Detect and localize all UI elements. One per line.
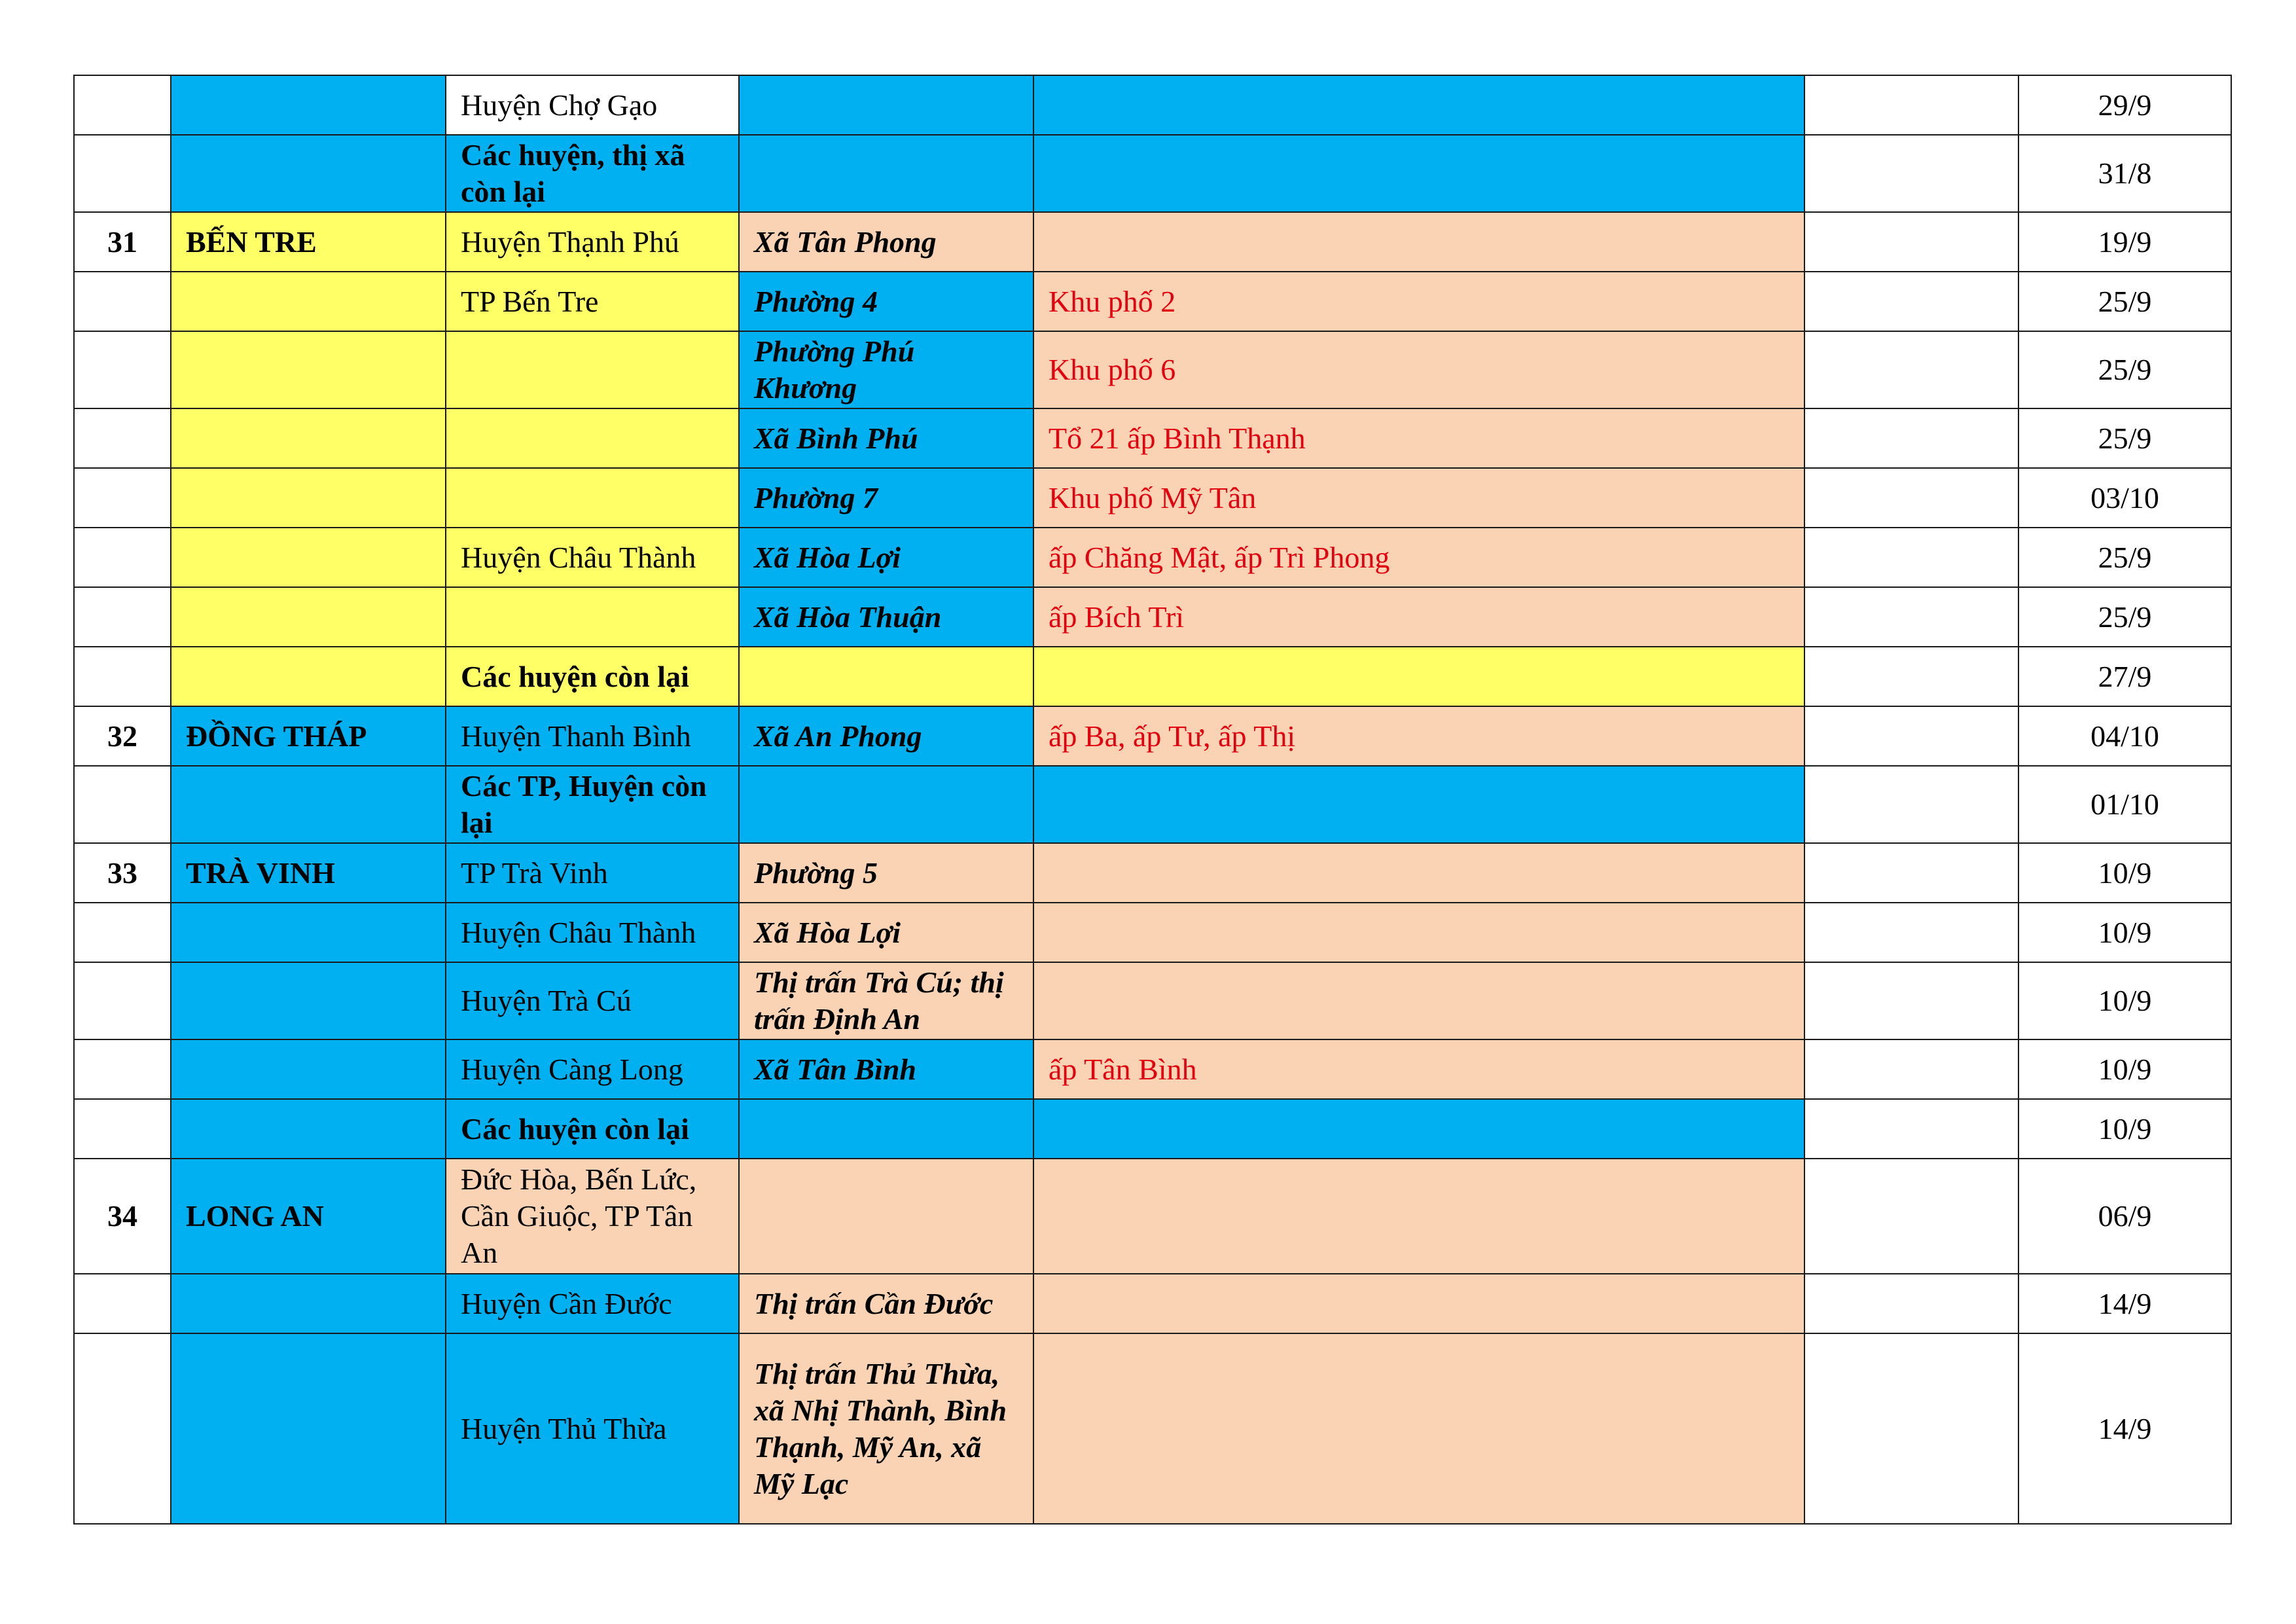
province-cell	[171, 528, 446, 587]
row-number	[74, 272, 171, 331]
row-number	[74, 1274, 171, 1333]
date-cell: 14/9	[2018, 1333, 2231, 1524]
note-cell	[1804, 1159, 2018, 1274]
detail-cell	[1033, 1099, 1804, 1159]
row-number	[74, 528, 171, 587]
district-cell: Huyện Càng Long	[446, 1039, 739, 1099]
date-cell: 10/9	[2018, 1039, 2231, 1099]
note-cell	[1804, 962, 2018, 1039]
district-cell	[446, 587, 739, 647]
ward-cell	[739, 1159, 1033, 1274]
date-cell: 25/9	[2018, 331, 2231, 408]
row-number	[74, 135, 171, 212]
district-cell: Huyện Thạnh Phú	[446, 212, 739, 272]
province-cell	[171, 647, 446, 706]
district-cell: Huyện Cần Đước	[446, 1274, 739, 1333]
district-cell: Các huyện còn lại	[446, 1099, 739, 1159]
note-cell	[1804, 528, 2018, 587]
date-cell: 06/9	[2018, 1159, 2231, 1274]
detail-cell: Khu phố 6	[1033, 331, 1804, 408]
detail-cell: ấp Tân Bình	[1033, 1039, 1804, 1099]
date-cell: 25/9	[2018, 408, 2231, 468]
ward-cell: Xã Hòa Lợi	[739, 528, 1033, 587]
province-cell: LONG AN	[171, 1159, 446, 1274]
note-cell	[1804, 766, 2018, 843]
row-number: 31	[74, 212, 171, 272]
ward-cell: Xã Tân Phong	[739, 212, 1033, 272]
row-number	[74, 647, 171, 706]
detail-cell: ấp Ba, ấp Tư, ấp Thị	[1033, 706, 1804, 766]
province-cell	[171, 766, 446, 843]
date-cell: 25/9	[2018, 272, 2231, 331]
note-cell	[1804, 1099, 2018, 1159]
province-cell	[171, 272, 446, 331]
table-row	[74, 212, 2231, 272]
table-row	[74, 1333, 2231, 1524]
detail-cell: Khu phố Mỹ Tân	[1033, 468, 1804, 528]
note-cell	[1804, 468, 2018, 528]
ward-cell: Thị trấn Thủ Thừa, xã Nhị Thành, Bình Thạnh, Mỹ An, xã Mỹ Lạc	[739, 1333, 1033, 1524]
table-row	[74, 528, 2231, 587]
note-cell	[1804, 903, 2018, 962]
detail-cell	[1033, 766, 1804, 843]
row-number	[74, 331, 171, 408]
province-cell	[171, 135, 446, 212]
ward-cell: Thị trấn Trà Cú; thị trấn Định An	[739, 962, 1033, 1039]
detail-cell	[1033, 1159, 1804, 1274]
district-cell: Huyện Thanh Bình	[446, 706, 739, 766]
province-cell	[171, 1099, 446, 1159]
province-cell	[171, 1039, 446, 1099]
detail-cell	[1033, 212, 1804, 272]
table-row	[74, 962, 2231, 1039]
table-body	[74, 75, 2231, 1524]
date-cell: 27/9	[2018, 647, 2231, 706]
note-cell	[1804, 135, 2018, 212]
ward-cell: Phường 7	[739, 468, 1033, 528]
row-number	[74, 1099, 171, 1159]
district-cell: Huyện Trà Cú	[446, 962, 739, 1039]
date-cell: 25/9	[2018, 587, 2231, 647]
note-cell	[1804, 587, 2018, 647]
district-cell: Đức Hòa, Bến Lức, Cần Giuộc, TP Tân An	[446, 1159, 739, 1274]
ward-cell: Phường 4	[739, 272, 1033, 331]
note-cell	[1804, 331, 2018, 408]
table-row	[74, 1274, 2231, 1333]
district-cell: TP Trà Vinh	[446, 843, 739, 903]
ward-cell	[739, 766, 1033, 843]
province-cell	[171, 962, 446, 1039]
ward-cell	[739, 1099, 1033, 1159]
district-cell: Huyện Chợ Gạo	[446, 75, 739, 135]
province-cell: TRÀ VINH	[171, 843, 446, 903]
table-row	[74, 468, 2231, 528]
detail-cell	[1033, 1333, 1804, 1524]
detail-cell: ấp Bích Trì	[1033, 587, 1804, 647]
note-cell	[1804, 212, 2018, 272]
row-number	[74, 903, 171, 962]
row-number	[74, 962, 171, 1039]
district-cell: Huyện Châu Thành	[446, 528, 739, 587]
detail-cell	[1033, 75, 1804, 135]
detail-cell: ấp Chăng Mật, ấp Trì Phong	[1033, 528, 1804, 587]
province-cell	[171, 903, 446, 962]
ward-cell: Phường Phú Khương	[739, 331, 1033, 408]
ward-cell: Phường 5	[739, 843, 1033, 903]
district-cell	[446, 331, 739, 408]
date-cell: 31/8	[2018, 135, 2231, 212]
date-cell: 04/10	[2018, 706, 2231, 766]
table-row	[74, 766, 2231, 843]
note-cell	[1804, 1274, 2018, 1333]
table-row	[74, 75, 2231, 135]
note-cell	[1804, 647, 2018, 706]
outbreak-area-table	[73, 75, 2232, 1525]
date-cell: 14/9	[2018, 1274, 2231, 1333]
row-number	[74, 468, 171, 528]
row-number	[74, 587, 171, 647]
province-cell	[171, 1274, 446, 1333]
detail-cell	[1033, 843, 1804, 903]
note-cell	[1804, 272, 2018, 331]
province-cell	[171, 331, 446, 408]
row-number	[74, 1039, 171, 1099]
detail-cell: Khu phố 2	[1033, 272, 1804, 331]
ward-cell: Xã Hòa Lợi	[739, 903, 1033, 962]
table-row	[74, 843, 2231, 903]
detail-cell	[1033, 1274, 1804, 1333]
date-cell: 10/9	[2018, 843, 2231, 903]
detail-cell	[1033, 962, 1804, 1039]
district-cell: TP Bến Tre	[446, 272, 739, 331]
note-cell	[1804, 1039, 2018, 1099]
date-cell: 19/9	[2018, 212, 2231, 272]
date-cell: 01/10	[2018, 766, 2231, 843]
note-cell	[1804, 408, 2018, 468]
province-cell	[171, 468, 446, 528]
province-cell: BẾN TRE	[171, 212, 446, 272]
detail-cell	[1033, 647, 1804, 706]
district-cell: Huyện Châu Thành	[446, 903, 739, 962]
row-number: 33	[74, 843, 171, 903]
note-cell	[1804, 1333, 2018, 1524]
table-row	[74, 135, 2231, 212]
date-cell: 03/10	[2018, 468, 2231, 528]
table-row	[74, 903, 2231, 962]
date-cell: 10/9	[2018, 1099, 2231, 1159]
district-cell: Các huyện còn lại	[446, 647, 739, 706]
district-cell: Các TP, Huyện còn lại	[446, 766, 739, 843]
ward-cell: Xã Bình Phú	[739, 408, 1033, 468]
ward-cell: Xã Tân Bình	[739, 1039, 1033, 1099]
row-number	[74, 1333, 171, 1524]
detail-cell	[1033, 135, 1804, 212]
date-cell: 10/9	[2018, 903, 2231, 962]
table-row	[74, 587, 2231, 647]
detail-cell	[1033, 903, 1804, 962]
row-number	[74, 766, 171, 843]
district-cell: Huyện Thủ Thừa	[446, 1333, 739, 1524]
ward-cell: Thị trấn Cần Đước	[739, 1274, 1033, 1333]
row-number: 34	[74, 1159, 171, 1274]
province-cell	[171, 587, 446, 647]
district-cell: Các huyện, thị xã còn lại	[446, 135, 739, 212]
table-row	[74, 1039, 2231, 1099]
date-cell: 29/9	[2018, 75, 2231, 135]
district-cell	[446, 408, 739, 468]
ward-cell: Xã An Phong	[739, 706, 1033, 766]
province-cell: ĐỒNG THÁP	[171, 706, 446, 766]
table-row	[74, 647, 2231, 706]
province-cell	[171, 1333, 446, 1524]
ward-cell	[739, 75, 1033, 135]
ward-cell: Xã Hòa Thuận	[739, 587, 1033, 647]
province-cell	[171, 408, 446, 468]
table-row	[74, 1099, 2231, 1159]
table-row	[74, 706, 2231, 766]
province-cell	[171, 75, 446, 135]
ward-cell	[739, 647, 1033, 706]
row-number: 32	[74, 706, 171, 766]
date-cell: 10/9	[2018, 962, 2231, 1039]
detail-cell: Tổ 21 ấp Bình Thạnh	[1033, 408, 1804, 468]
table-row	[74, 408, 2231, 468]
row-number	[74, 75, 171, 135]
note-cell	[1804, 843, 2018, 903]
note-cell	[1804, 706, 2018, 766]
row-number	[74, 408, 171, 468]
note-cell	[1804, 75, 2018, 135]
table-row	[74, 331, 2231, 408]
date-cell: 25/9	[2018, 528, 2231, 587]
table-row	[74, 1159, 2231, 1274]
district-cell	[446, 468, 739, 528]
table-row	[74, 272, 2231, 331]
ward-cell	[739, 135, 1033, 212]
